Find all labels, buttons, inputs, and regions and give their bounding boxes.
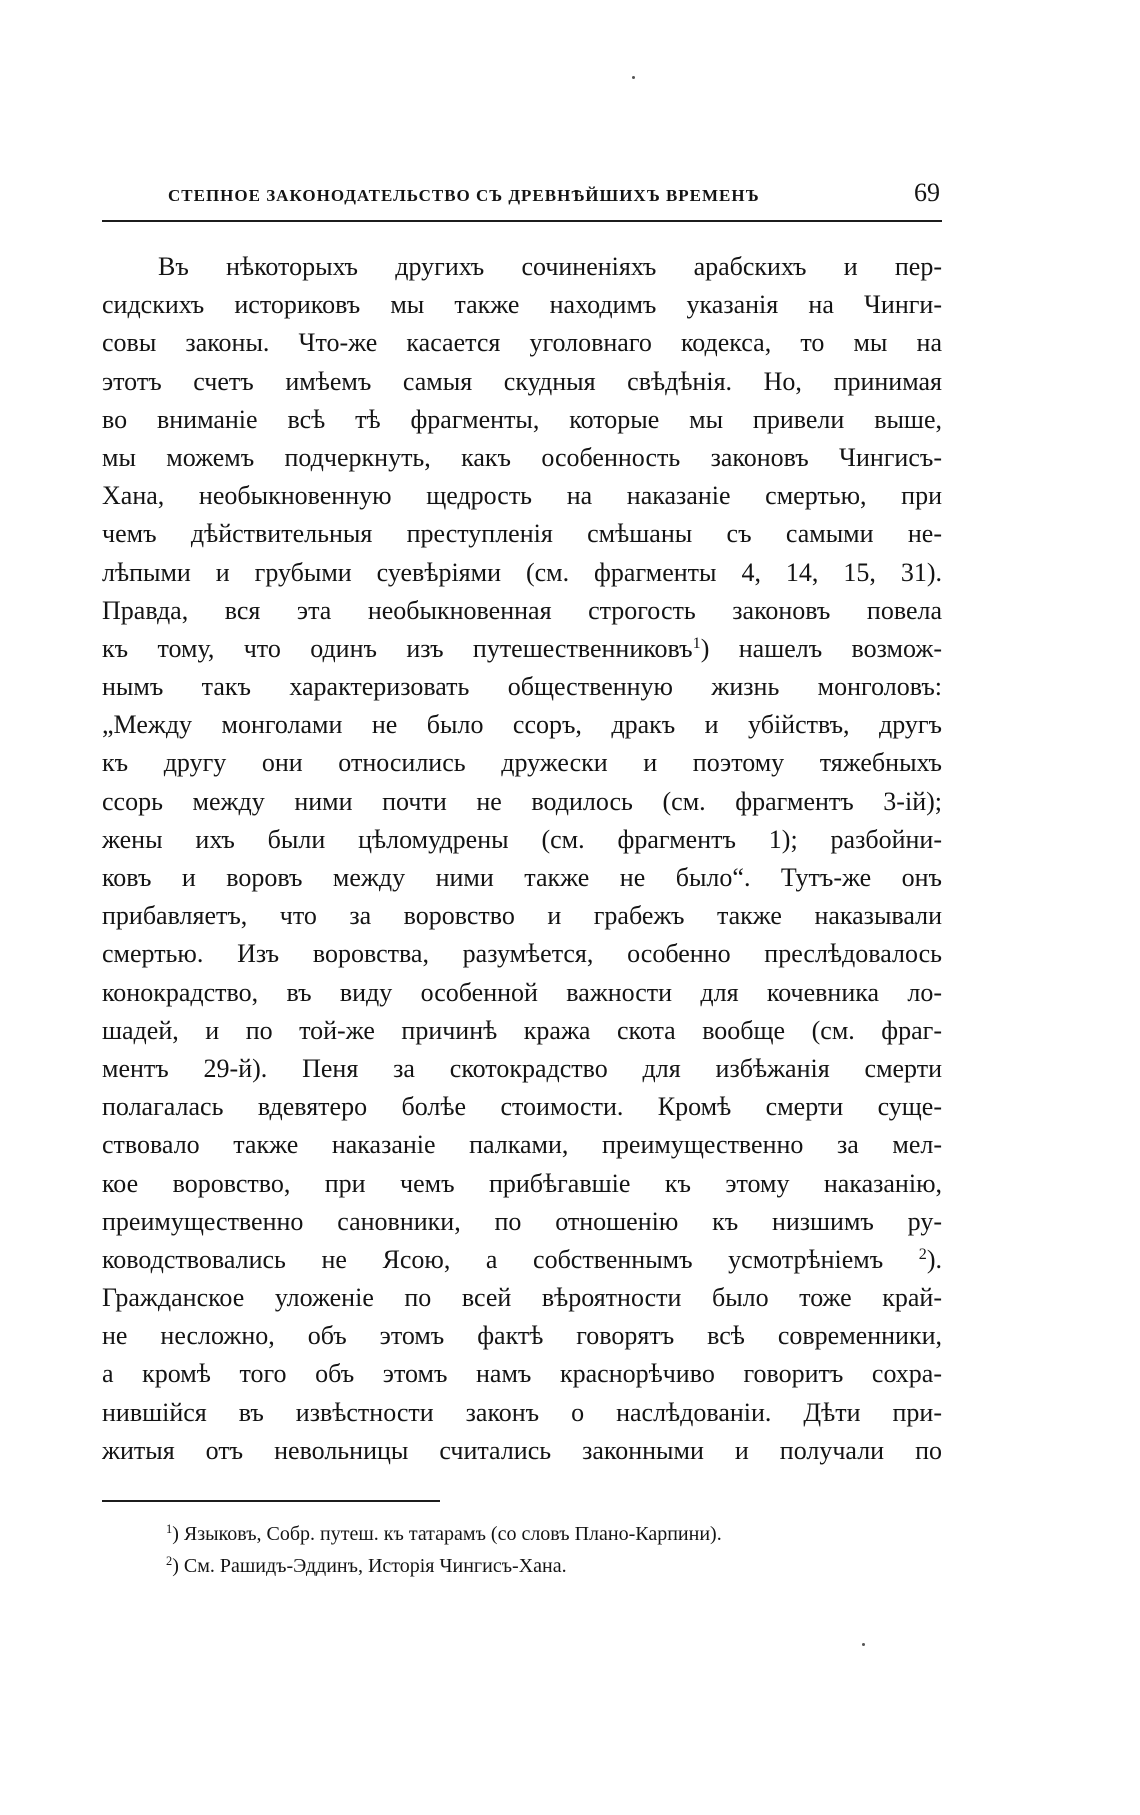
scan-speck bbox=[632, 76, 635, 79]
text-line: ссорь между ними почти не водилось (см. фрагментъ 3-ій); bbox=[102, 786, 942, 816]
text-line: преимущественно сановники, по отношенію къ низшимъ ру- bbox=[102, 1206, 942, 1236]
text-line: мы можемъ подчеркнуть, какъ особенность законовъ Чингисъ- bbox=[102, 442, 942, 472]
text-line: кое воровство, при чемъ прибѣгавшіе къ этому наказанію, bbox=[102, 1168, 942, 1198]
text-segment: нашелъ возмож- bbox=[738, 633, 942, 663]
text-line: прибавляетъ, что за воровство и грабежъ также наказывали bbox=[102, 901, 942, 931]
footnote-1: $^1$) Языковъ, Собр. путеш. къ татарамъ (со словъ Плано-Карпини). bbox=[166, 1522, 722, 1545]
text-segment: къ тому, что одинъ изъ путешественниковъ bbox=[102, 633, 693, 663]
text-line: нившійся въ извѣстности законъ о наслѣдованіи. Дѣти при- bbox=[102, 1397, 942, 1427]
text-line: конокрадство, въ виду особенной важности для кочевника ло- bbox=[102, 977, 942, 1007]
text-line: житыя отъ невольницы считались законными и получали по bbox=[102, 1435, 942, 1465]
text-line: Гражданское уложеніе по всей вѣроятности было тоже край- bbox=[102, 1283, 942, 1313]
text-line: а кромѣ того объ этомъ намъ краснорѣчиво говоритъ сохра- bbox=[102, 1359, 942, 1389]
text-line: ментъ 29-й). Пеня за скотокрадство для избѣжанія смерти bbox=[102, 1053, 942, 1083]
footnote-marker[interactable]: 2 bbox=[918, 1246, 927, 1264]
text-line: ствовало также наказаніе палками, преимущественно за мел- bbox=[102, 1130, 942, 1160]
text-line: Въ нѣкоторыхъ другихъ сочиненіяхъ арабскихъ и пер- bbox=[158, 252, 942, 281]
text-line: ковъ и воровъ между ними также не было“. Тутъ-же онъ bbox=[102, 863, 942, 892]
text-line: не несложно, объ этомъ фактѣ говорятъ всѣ современники, bbox=[102, 1321, 942, 1351]
page-header bbox=[102, 176, 942, 222]
text-line: шадей, и по той-же причинѣ кража скота вообще (см. фраг- bbox=[102, 1015, 942, 1045]
text-segment: ). bbox=[926, 1244, 943, 1274]
text-line-with-footnote: къ тому, что одинъ изъ путешественниковъ$^1$) нашелъ возмож- bbox=[102, 633, 942, 663]
text-line: чемъ дѣйствительныя преступленія смѣшаны съ самыми не- bbox=[102, 519, 942, 549]
page-number: 69 bbox=[914, 178, 940, 207]
footnotes bbox=[166, 1518, 926, 1582]
footnote-2: $^2$) См. Рашидъ-Эддинъ, Исторія Чингисъ-Хана. bbox=[166, 1554, 567, 1577]
footnote-marker[interactable]: 1 bbox=[692, 635, 701, 653]
text-line: „Между монголами не было ссоръ, дракъ и убійствъ, другъ bbox=[102, 710, 942, 740]
text-segment: ководствовались не Ясою, а собственнымъ усмотрѣніемъ bbox=[102, 1244, 884, 1274]
footnote-number: 2 bbox=[166, 1554, 173, 1569]
text-line: смертью. Изъ воровства, разумѣется, особенно преслѣдовалось bbox=[102, 939, 942, 969]
text-line: этотъ счетъ имѣемъ самыя скудныя свѣдѣнія. Но, принимая bbox=[102, 366, 942, 396]
text-line: Правда, вся эта необыкновенная строгость законовъ повела bbox=[102, 595, 942, 625]
footnote-number: 1 bbox=[166, 1522, 173, 1537]
text-line: жены ихъ были цѣломудрены (см. фрагментъ 1); разбойни- bbox=[102, 824, 942, 854]
footnote-text: Языковъ, Собр. путеш. къ татарамъ (со словъ Плано-Карпини). bbox=[183, 1523, 722, 1545]
footnote-rule bbox=[102, 1500, 440, 1502]
body-text bbox=[102, 248, 942, 1470]
text-line: нымъ такъ характеризовать общественную жизнь монголовъ: bbox=[102, 672, 942, 702]
text-line-with-footnote bbox=[102, 1241, 942, 1279]
text-line: совы законы. Что-же касается уголовнаго кодекса, то мы на bbox=[102, 328, 942, 358]
text-line: лѣпыми и грубыми суевѣріями (см. фрагменты 4, 14, 15, 31). bbox=[102, 557, 942, 587]
scan-speck bbox=[862, 1643, 865, 1646]
text-line: сидскихъ историковъ мы также находимъ указанія на Чинги- bbox=[102, 290, 942, 320]
text-line: во вниманіе всѣ тѣ фрагменты, которые мы привели выше, bbox=[102, 404, 942, 434]
footnote-text: См. Рашидъ-Эддинъ, Исторія Чингисъ-Хана. bbox=[183, 1555, 567, 1577]
text-line: Хана, необыкновенную щедрость на наказаніе смертью, при bbox=[102, 481, 942, 511]
text-line: къ другу они относились дружески и поэтому тяжебныхъ bbox=[102, 748, 942, 778]
text-line: полагалась вдевятеро болѣе стоимости. Кромѣ смерти суще- bbox=[102, 1092, 942, 1122]
running-title: СТЕПНОЕ ЗАКОНОДАТЕЛЬСТВО СЪ ДРЕВНѢЙШИХЪ ВРЕМЕНЪ bbox=[168, 186, 760, 205]
